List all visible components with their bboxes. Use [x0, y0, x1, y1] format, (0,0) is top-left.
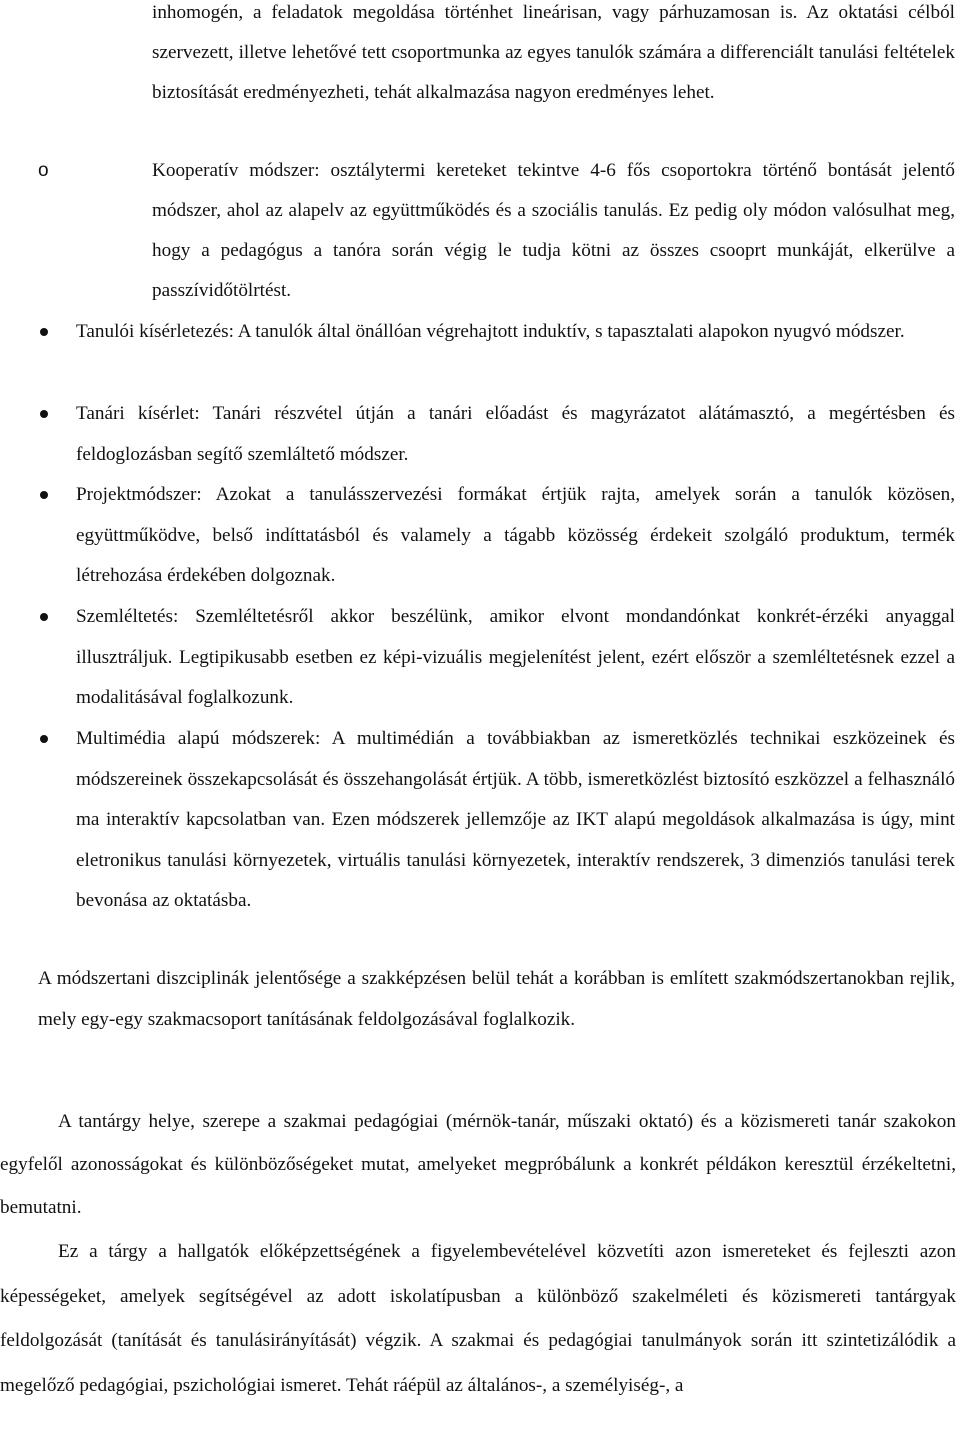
paragraph-ez-a-targy — [0, 1230, 956, 1408]
list-item-kooperativ: Kooperatív módszer: osztálytermi kereteket tekintve 4-6 fős csoportokra történő bontását jelentő módszer, ahol az alapelv az együttműködés és a szociális tanulás. Ez pedig oly módon valósulhat meg, hogy a pedagógus a tanóra során végig le tudja kötni az összes csooprt munkáját, elkerülve a passzívidőtölrtést. — [152, 160, 955, 301]
list-item-projektmodszer: Projektmódszer: Azokat a tanulásszervezési formákat értjük rajta, amelyek során a tanulók közösen, együttműködve, belső indíttatásból és valamely a tágabb közösség érdekeit szolgáló produktum, termék létrehozása érdekében dolgoznak. — [76, 484, 955, 586]
list-item-tanuloi-kiserletezes: Tanulói kísérletezés: A tanulók által önállóan végrehajtott induktív, s tapasztalati alapokon nyugvó módszer. — [76, 321, 905, 342]
paragraph-tantargy-helye — [0, 1100, 956, 1229]
paragraph-text: Ez a tárgy a hallgatók előképzettségének a figyelembevételével közvetíti azon ismereteket és fejleszti azon képességeket, amelyek segítségével az adott iskolatípusban a különböző szakelméleti és közismereti tantárgyak feldolgozását (tanítását és tanulásirányítását) végzik. A szakmai és pedagógiai tanulmányok során itt szintetizálódik a megelőző pedagógiai, pszichológiai ismeret. Tehát ráépül az általános-, a személyiség-, a — [0, 1241, 956, 1396]
bullet-dot-icon — [40, 491, 48, 499]
list-item-szemleltetes: Szemléltetés: Szemléltetésről akkor beszélünk, amikor elvont mondandónkat konkrét-érzéki anyaggal illusztráljuk. Legtipikusabb esetben ez képi-vizuális megjelenítést jelent, ezért először a szemléltetésnek ezzel a modalitásával foglalkozunk. — [76, 606, 955, 708]
paragraph-text: A tantárgy helye, szerepe a szakmai pedagógiai (mérnök-tanár, műszaki oktató) és a közismereti tanár szakokon egyfelől azonosságokat és különbözőségeket mutat, amelyeket megpróbálunk a konkrét példákon keresztül érzékeltetni, bemutatni. — [0, 1111, 956, 1218]
bullet-dot-icon — [40, 410, 48, 418]
bullet-dot-icon — [40, 735, 48, 743]
list-item-continuation: inhomogén, a feladatok megoldása történhet lineárisan, vagy párhuzamosan is. Az oktatási célból szervezett, illetve lehetővé tett csoportmunka az egyes tanulók számára a differenciált tanulási feltételek biztosítását eredményezheti, tehát alkalmazása nagyon eredményes lehet. — [152, 2, 955, 103]
bullet-dot-icon — [40, 613, 48, 621]
list-item-multimedia: Multimédia alapú módszerek: A multimédián a továbbiakban az ismeretközlés technikai eszközeinek és módszereinek összekapcsolását és összehangolását értjük. A több, ismeretközlést biztosító eszközzel a felhasználó ma interaktív kapcsolatban van. Ezen módszerek jellemzője az IKT alapú megoldások alkalmazása is úgy, mint eletronikus tanulási környezetek, virtuális tanulási környezetek, interaktív rendszerek, 3 dimenziós tanulási terek bevonása az oktatásba. — [76, 728, 955, 911]
paragraph-modszertani: A módszertani diszciplinák jelentősége a szakképzésen belül tehát a korábban is említett szakmódszertanokban rejlik, mely egy-egy szakmacsoport tanításának feldolgozásával foglalkozik. — [38, 968, 955, 1030]
bullet-dot-icon — [40, 328, 48, 336]
list-item-tanari-kiserlet: Tanári kísérlet: Tanári részvétel útján a tanári előadást és magyrázatot alátámasztó, a megértésben és feldoglozásban segítő szemláltető módszer. — [76, 403, 955, 465]
sub-bullet-marker: o — [38, 160, 49, 181]
